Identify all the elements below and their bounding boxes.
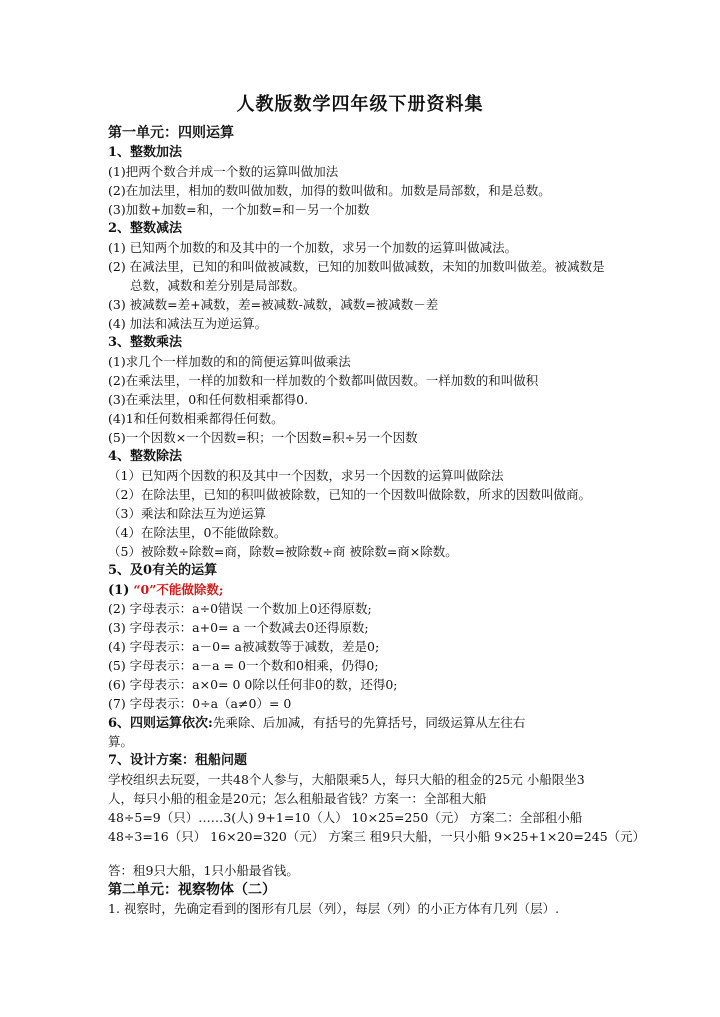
section4-heading: 4、整数除法: [108, 449, 183, 464]
s5-item: (3) 字母表示：a+0= a 一个数减去0还得原数;: [108, 620, 369, 635]
s5-item-1-red-text: “0”不能做除数;: [133, 582, 224, 597]
section5-heading: 5、及0有关的运算: [108, 563, 218, 578]
answer-line: 答：租9只大船，1只小船最省钱。: [108, 863, 299, 878]
section7-heading: 7、设计方案：租船问题: [108, 753, 248, 768]
unit1-heading: 第一单元：四则运算: [108, 125, 234, 141]
unit2-heading: 第二单元：视察物体（二）: [108, 882, 276, 898]
s7-item: 48÷5=9（只）……3(人) 9+1=10（人） 10×25=250（元） 方案二：全部租小船: [108, 810, 583, 825]
s5-item: (7) 字母表示：0÷a（a≠0）= 0: [108, 696, 292, 711]
s1-item: (2)在加法里，相加的数叫做加数，加得的数叫做和。加数是局部数，和是总数。: [108, 183, 551, 198]
s5-item: (2) 字母表示：a÷0错误 一个数加上0还得原数;: [108, 601, 372, 616]
unit2-item: 1. 视察时，先确定看到的图形有几层（列），每层（列）的小正方体有几列（层）.: [108, 901, 560, 916]
s3-item: (3)在乘法里，0和任何数相乘都得0.: [108, 392, 309, 407]
s5-item-1: [108, 581, 224, 600]
section1-heading: 1、整数加法: [108, 145, 183, 160]
s5-item: (5) 字母表示：a－a = 0一个数和0相乘，仍得0;: [108, 658, 379, 673]
s5-item: (4) 字母表示：a－0= a被减数等于减数，差是0;: [108, 639, 380, 654]
s2-item: (2) 在减法里，已知的和叫做被减数，已知的加数叫做减数，未知的加数叫做差。被减数是: [108, 259, 605, 274]
s2-item: (3) 被减数=差+减数，差=被减数-减数，减数=被减数－差: [108, 297, 439, 312]
s7-item: 48÷3=16（只） 16×20=320（元） 方案三 租9只大船，一只小船 9×25+1×20=245（元）: [108, 829, 646, 844]
s2-item: (1) 已知两个加数的和及其中的一个加数，求另一个加数的运算叫做减法。: [108, 240, 518, 255]
s4-item: （4）在除法里，0不能做除数。: [108, 525, 287, 540]
s5-item: (6) 字母表示：a×0= 0 0除以任何非0的数，还得0;: [108, 677, 398, 692]
s7-item: 人，每只小船的租金是20元；怎么租船最省钱？方案一：全部租大船: [108, 791, 487, 806]
section6-continuation: 算。: [108, 734, 134, 749]
s5-item-1-prefix: (1): [108, 583, 130, 598]
s3-item: (1)求几个一样加数的和的简便运算叫做乘法: [108, 354, 351, 369]
s3-item: (5)一个因数×一个因数=积；一个因数=积÷另一个因数: [108, 430, 418, 445]
s1-item: (3)加数+加数=和，一个加数=和－另一个加数: [108, 202, 370, 217]
s3-item: (4)1和任何数相乘都得任何数。: [108, 411, 284, 426]
s1-item: (1)把两个数合并成一个数的运算叫做加法: [108, 164, 339, 179]
section6-line: [108, 714, 525, 733]
s4-item: （5）被除数÷除数=商，除数=被除数÷商 被除数=商×除数。: [108, 544, 458, 559]
section2-heading: 2、整数减法: [108, 221, 183, 236]
s4-item: （1）已知两个因数的积及其中一个因数，求另一个因数的运算叫做除法: [108, 468, 504, 483]
s4-item: （2）在除法里，已知的积叫做被除数，已知的一个因数叫做除数，所求的因数叫做商。: [108, 487, 591, 502]
s2-item: 总数，减数和差分别是局部数。: [130, 278, 306, 293]
s4-item: （3）乘法和除法互为逆运算: [108, 506, 266, 521]
section6-heading: 6、四则运算依次:: [108, 716, 213, 731]
s3-item: (2)在乘法里，一样的加数和一样加数的个数都叫做因数。一样加数的和叫做积: [108, 373, 539, 388]
section3-heading: 3、整数乘法: [108, 335, 183, 350]
s2-item: (4) 加法和减法互为逆运算。: [108, 316, 268, 331]
doc-title: 人教版数学四年级下册资料集: [236, 94, 484, 115]
section6-text: 先乘除、后加减，有括号的先算括号，同级运算从左往右: [212, 715, 526, 730]
s7-item: 学校组织去玩耍，一共48个人参与，大船限乘5人，每只大船的租金的25元 小船限坐3: [108, 772, 585, 787]
